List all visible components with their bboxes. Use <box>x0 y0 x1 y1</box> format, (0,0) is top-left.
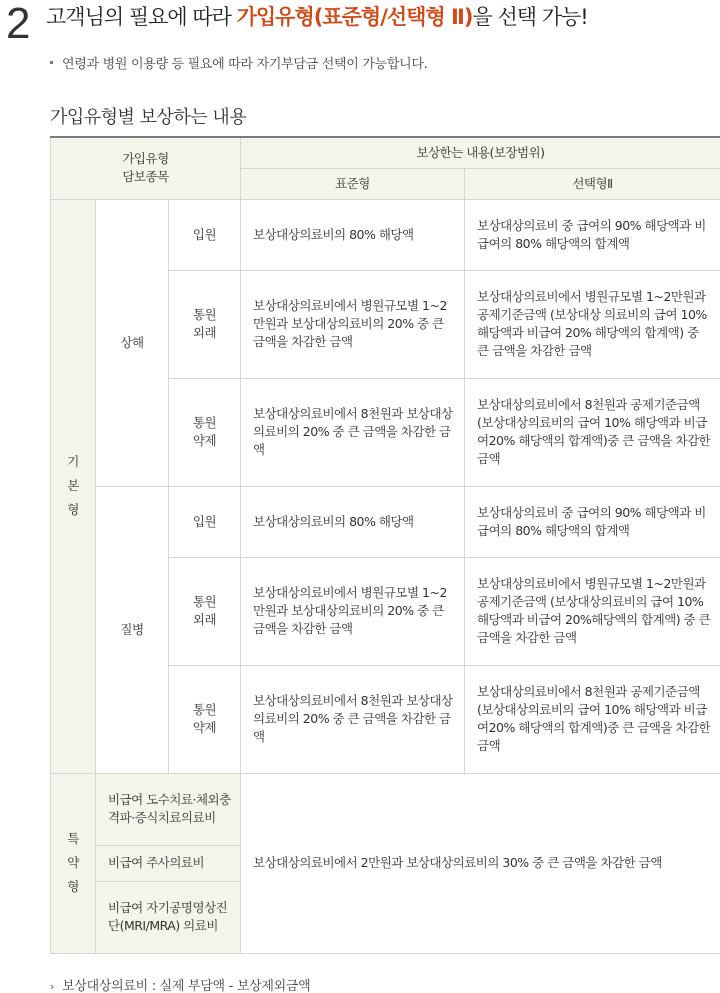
standard-cell: 보상대상의료비에서 병원규모별 1~2만원과 보상대상의료비의 20% 중 큰 금액을 차감한 금액 <box>241 557 465 665</box>
subnote <box>50 53 427 72</box>
special-item: 비급여 도수치료·체외충격파·증식치료의료비 <box>96 773 241 845</box>
optional-cell: 보상대상의료비에서 병원규모별 1~2만원과 공제기준금액 (보상대상 의료비의 급여 10%해당액과 비급여 20% 해당액의 합계액) 중 큰 금액을 차감한 금액 <box>465 270 720 378</box>
corner-line-2: 담보종목 <box>122 169 169 185</box>
col-optional-header: 선택형Ⅱ <box>465 168 720 199</box>
standard-cell: 보상대상의료비의 80% 해당액 <box>241 199 465 270</box>
row-type: 입원 <box>169 486 241 557</box>
table-row <box>51 486 720 557</box>
optional-cell: 보상대상의료비에서 병원규모별 1~2만원과 공제기준금액 (보상대상의료비의 급여 10% 해당액과 비급여 20%해당액의 합계액) 중 큰 금액을 차감한 금액 <box>465 557 720 665</box>
basic-group-label: 기 본 형 <box>51 199 96 773</box>
standard-cell: 보상대상의료비에서 8천원과 보상대상 의료비의 20% 중 큰 금액을 차감한 금액 <box>241 378 465 486</box>
standard-cell: 보상대상의료비의 80% 해당액 <box>241 486 465 557</box>
special-coverage-cell: 보상대상의료비에서 2만원과 보상대상의료비의 30% 중 큰 금액을 차감한 금액 <box>241 773 720 953</box>
injury-label: 상해 <box>96 199 169 486</box>
special-item: 비급여 자기공명영상진단(MRI/MRA) 의료비 <box>96 881 241 953</box>
table-row <box>51 199 720 270</box>
footnote <box>50 975 310 993</box>
standard-cell: 보상대상의료비에서 병원규모별 1~2만원과 보상대상의료비의 20% 중 큰 금액을 차감한 금액 <box>241 270 465 378</box>
special-item: 비급여 주사의료비 <box>96 845 241 881</box>
headline-prefix: 고객님의 필요에 따라 <box>46 5 237 29</box>
table-row <box>51 773 720 845</box>
row-type: 통원 외래 <box>169 270 241 378</box>
optional-cell: 보상대상의료비에서 8천원과 공제기준금액(보상대상의료비의 급여 10% 해당액과 비급여20% 해당액의 합계액)중 큰 금액을 차감한 금액 <box>465 378 720 486</box>
row-type: 입원 <box>169 199 241 270</box>
optional-cell: 보상대상의료비에서 8천원과 공제기준금액(보상대상의료비의 급여 10% 해당액과 비급여20% 해당액의 합계액)중 큰 금액을 차감한 금액 <box>465 665 720 773</box>
standard-cell: 보상대상의료비에서 8천원과 보상대상 의료비의 20% 중 큰 금액을 차감한 금액 <box>241 665 465 773</box>
step-number: 2 <box>6 0 31 48</box>
corner-line-1: 가입유형 <box>122 151 169 167</box>
col-standard-header: 표준형 <box>241 168 465 199</box>
coverage-header: 보상한는 내용(보장범위) <box>241 137 720 168</box>
arrow-icon: › <box>50 980 55 993</box>
row-type: 통원 약제 <box>169 665 241 773</box>
subnote-text: 연령과 병원 이용량 등 필요에 따라 자기부담금 선택이 가능합니다. <box>62 57 428 72</box>
disease-label: 질병 <box>96 486 169 773</box>
row-type: 통원 외래 <box>169 557 241 665</box>
bullet-icon <box>50 61 53 64</box>
headline-accent: 가입유형(표준형/선택형 Ⅱ) <box>236 5 473 29</box>
headline <box>46 3 588 31</box>
optional-cell: 보상대상의료비 중 급여의 90% 해당액과 비급여의 80% 해당액의 합계액 <box>465 486 720 557</box>
section-title: 가입유형별 보상하는 내용 <box>50 107 247 128</box>
headline-suffix: 을 선택 가능! <box>472 5 588 29</box>
footnote-text: 보상대상의료비 : 실제 부담액 - 보상제외금액 <box>62 979 311 993</box>
optional-cell: 보상대상의료비 중 급여의 90% 해당액과 비급여의 80% 해당액의 합계액 <box>465 199 720 270</box>
benefit-table <box>50 136 720 954</box>
row-type: 통원 약제 <box>169 378 241 486</box>
special-group-label: 특 약 형 <box>51 773 96 953</box>
corner-header <box>51 137 241 199</box>
